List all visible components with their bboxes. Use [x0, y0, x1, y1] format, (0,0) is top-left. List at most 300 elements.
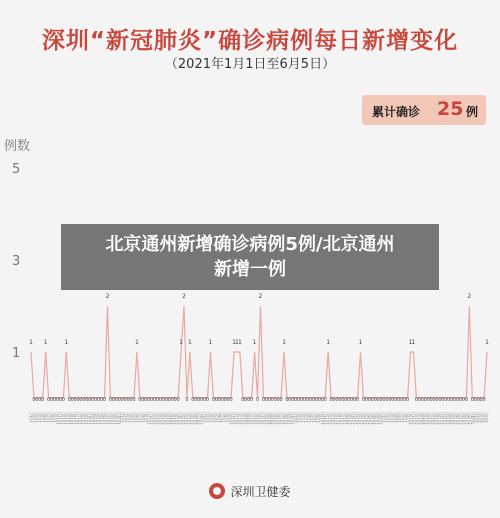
- x-tick-label: 4月24日: [361, 412, 366, 425]
- x-tick-label: 5月12日: [414, 412, 419, 425]
- x-tick-label: 4月15日: [334, 412, 339, 425]
- x-tick-label: 4月16日: [337, 412, 342, 425]
- x-tick-label: 2月3日: [126, 412, 131, 423]
- data-label: 0: [88, 397, 92, 403]
- data-label: 0: [476, 397, 480, 403]
- data-label: 0: [432, 397, 436, 403]
- data-label: 0: [47, 397, 51, 403]
- x-tick-label: 3月20日: [258, 412, 263, 425]
- data-label: 0: [70, 397, 74, 403]
- data-label: 0: [482, 397, 486, 403]
- x-tick-label: 5月11日: [411, 412, 416, 425]
- x-tick-label: 5月5日: [393, 412, 398, 423]
- data-label: 0: [152, 397, 157, 403]
- data-label: 0: [241, 397, 245, 403]
- data-label: 0: [226, 397, 230, 403]
- data-label: 0: [420, 397, 424, 403]
- data-label: 1: [411, 339, 416, 346]
- x-tick-label: 5月8日: [402, 412, 407, 423]
- data-label: 0: [52, 397, 57, 403]
- x-tick-label: 2月5日: [131, 412, 136, 423]
- data-label: 0: [217, 397, 221, 403]
- x-tick-label: 6月2日: [476, 412, 481, 423]
- x-tick-label: 4月11日: [323, 412, 328, 425]
- x-tick-label: 5月31日: [470, 412, 475, 425]
- data-label: 1: [187, 339, 192, 346]
- x-tick-label: 1月17日: [76, 412, 81, 425]
- data-label: 0: [202, 397, 207, 403]
- page-subtitle: （2021年1月1日至6月5日）: [164, 57, 336, 72]
- x-tick-label: 5月28日: [461, 412, 466, 425]
- x-tick-label: 5月9日: [405, 412, 410, 423]
- data-label: 0: [191, 397, 195, 403]
- x-tick-label: 1月3日: [34, 412, 39, 423]
- data-label: 0: [405, 397, 410, 403]
- data-label: 0: [305, 397, 310, 403]
- data-label: 1: [29, 339, 33, 346]
- y-tick-label: 1: [12, 346, 21, 361]
- x-tick-label: 2月16日: [164, 412, 169, 425]
- data-label: 0: [438, 397, 442, 403]
- x-tick-label: 3月16日: [246, 412, 251, 425]
- x-tick-label: 3月14日: [240, 412, 245, 425]
- data-label: 0: [353, 397, 357, 403]
- x-tick-label: 2月25日: [190, 412, 195, 425]
- data-label: 0: [150, 397, 154, 403]
- data-label: 0: [338, 397, 342, 403]
- data-label: 1: [252, 339, 257, 346]
- data-label: 0: [379, 397, 383, 403]
- data-label: 0: [167, 397, 171, 403]
- data-label: 0: [114, 397, 118, 403]
- x-tick-label: 5月17日: [429, 412, 434, 425]
- x-tick-label: 3月1日: [202, 412, 207, 423]
- data-label: 0: [414, 397, 418, 403]
- data-label: 0: [347, 397, 351, 403]
- x-tick-label: 1月2日: [31, 412, 36, 423]
- total-value: 25: [437, 98, 464, 120]
- x-tick-label: 4月19日: [346, 412, 351, 425]
- data-label: 0: [303, 397, 307, 403]
- x-tick-label: 2月15日: [161, 412, 166, 425]
- x-tick-label: 5月10日: [408, 412, 413, 425]
- x-tick-label: 3月3日: [208, 412, 213, 423]
- data-label: 0: [49, 397, 54, 403]
- x-tick-label: 3月19日: [255, 412, 260, 425]
- data-label: 0: [276, 397, 280, 403]
- data-label: 1: [282, 339, 286, 346]
- data-label: 0: [361, 397, 366, 403]
- x-tick-label: 5月24日: [449, 412, 454, 425]
- x-tick-label: 5月23日: [446, 412, 451, 425]
- data-label: 0: [291, 397, 295, 403]
- data-label: 0: [264, 397, 268, 403]
- x-tick-label: 1月5日: [40, 412, 45, 423]
- data-label: 0: [423, 397, 427, 403]
- x-tick-label: 3月13日: [237, 412, 242, 425]
- data-label: 1: [43, 339, 48, 346]
- x-tick-label: 4月23日: [358, 412, 363, 425]
- x-tick-label: 4月18日: [343, 412, 348, 425]
- data-label: 0: [211, 397, 215, 403]
- x-tick-label: 5月6日: [396, 412, 401, 423]
- x-tick-label: 2月18日: [170, 412, 175, 425]
- data-label: 0: [61, 397, 65, 403]
- total-label: 累计确诊: [372, 105, 421, 119]
- x-tick-label: 4月8日: [314, 412, 319, 423]
- data-label: 0: [144, 397, 148, 403]
- data-label: 0: [461, 397, 466, 403]
- x-tick-label: 5月14日: [420, 412, 425, 425]
- x-tick-label: 2月27日: [196, 412, 201, 425]
- data-label: 0: [147, 397, 151, 403]
- x-tick-label: 1月21日: [87, 412, 92, 425]
- x-tick-label: 2月4日: [129, 412, 134, 423]
- data-label: 0: [441, 397, 445, 403]
- x-tick-label: 2月7日: [137, 412, 142, 423]
- data-label: 0: [355, 397, 360, 403]
- x-tick-label: 4月3日: [299, 412, 304, 423]
- x-tick-label: 5月26日: [455, 412, 460, 425]
- series-line: [31, 306, 487, 398]
- x-tick-label: 1月18日: [79, 412, 84, 425]
- data-label: 0: [132, 397, 136, 403]
- data-label: 0: [273, 397, 277, 403]
- data-label: 0: [367, 397, 371, 403]
- data-label: 0: [79, 397, 83, 403]
- data-label: 0: [314, 397, 318, 403]
- x-tick-label: 1月16日: [73, 412, 78, 425]
- data-label: 0: [158, 397, 163, 403]
- data-label: 0: [455, 397, 460, 403]
- x-tick-label: 1月24日: [96, 412, 101, 425]
- data-label: 0: [320, 397, 324, 403]
- data-label: 0: [385, 397, 389, 403]
- data-label: 0: [267, 397, 271, 403]
- x-tick-label: 4月6日: [308, 412, 313, 423]
- x-tick-label: 5月21日: [440, 412, 445, 425]
- data-label: 0: [473, 397, 477, 403]
- x-tick-label: 3月5日: [214, 412, 219, 423]
- data-label: 0: [444, 397, 448, 403]
- data-label: 0: [400, 397, 404, 403]
- data-label: 0: [450, 397, 454, 403]
- x-tick-label: 4月1日: [293, 412, 298, 423]
- data-label: 1: [179, 339, 183, 346]
- data-label: 0: [205, 397, 210, 403]
- data-label: 1: [208, 339, 213, 346]
- data-label: 0: [214, 397, 218, 403]
- x-tick-label: 1月26日: [102, 412, 107, 425]
- x-tick-label: 5月7日: [399, 412, 404, 423]
- data-label: 2: [258, 293, 263, 300]
- x-tick-label: 5月15日: [423, 412, 428, 425]
- data-label: 0: [341, 397, 345, 403]
- data-label: 0: [129, 397, 133, 403]
- data-label: 0: [102, 397, 107, 403]
- data-label: 0: [223, 397, 227, 403]
- x-tick-label: 1月30日: [114, 412, 119, 425]
- x-tick-label: 1月31日: [117, 412, 122, 425]
- data-label: 0: [35, 397, 39, 403]
- x-tick-label: 5月25日: [452, 412, 457, 425]
- data-label: 0: [270, 397, 274, 403]
- x-tick-label: 3月15日: [243, 412, 248, 425]
- x-tick-label: 1月29日: [111, 412, 116, 425]
- data-label: 0: [41, 397, 45, 403]
- x-tick-label: 4月25日: [364, 412, 369, 425]
- x-tick-label: 4月14日: [332, 412, 337, 425]
- x-tick-label: 4月22日: [355, 412, 360, 425]
- data-label: 0: [373, 397, 377, 403]
- x-tick-label: 3月6日: [217, 412, 222, 423]
- news-headline-text: 北京通州新增确诊病例5例/北京通州 新增一例: [105, 234, 395, 280]
- data-label: 1: [235, 339, 239, 346]
- x-tick-label: 1月22日: [90, 412, 95, 425]
- y-tick-label: 3: [12, 254, 21, 269]
- x-tick-label: 2月28日: [199, 412, 204, 425]
- data-label: 0: [388, 397, 392, 403]
- data-label: 0: [155, 397, 160, 403]
- x-tick-label: 1月25日: [99, 412, 104, 425]
- data-label: 0: [261, 397, 266, 403]
- x-tick-label: 1月7日: [46, 412, 51, 423]
- x-tick-label: 3月2日: [205, 412, 210, 423]
- x-tick-label: 2月20日: [176, 412, 181, 425]
- x-tick-label: 3月30日: [287, 412, 292, 425]
- data-label: 0: [229, 397, 233, 403]
- data-label: 0: [453, 397, 457, 403]
- x-tick-label: 4月26日: [367, 412, 372, 425]
- x-tick-label: 3月8日: [223, 412, 228, 423]
- data-label: 1: [326, 339, 331, 346]
- data-label: 0: [447, 397, 451, 403]
- x-tick-label: 3月23日: [267, 412, 272, 425]
- x-tick-label: 2月19日: [173, 412, 178, 425]
- data-label: 0: [397, 397, 401, 403]
- data-label: 0: [350, 397, 354, 403]
- data-label: 0: [479, 397, 483, 403]
- data-label: 2: [182, 293, 186, 300]
- x-tick-label: 1月9日: [52, 412, 57, 423]
- data-label: 0: [311, 397, 316, 403]
- data-label: 1: [485, 339, 489, 346]
- x-tick-label: 4月13日: [329, 412, 334, 425]
- data-label: 1: [408, 339, 413, 346]
- x-tick-label: 4月17日: [340, 412, 345, 425]
- data-label: 0: [32, 397, 36, 403]
- page-title: 深圳“新冠肺炎”确诊病例每日新增变化: [41, 28, 459, 54]
- data-label: 0: [288, 397, 292, 403]
- data-label: 0: [317, 397, 321, 403]
- x-tick-label: 5月2日: [384, 412, 389, 423]
- x-tick-label: 4月20日: [349, 412, 354, 425]
- data-label: 0: [335, 397, 339, 403]
- x-tick-label: 3月29日: [284, 412, 289, 425]
- data-label: 1: [134, 339, 139, 346]
- y-tick-label: 5: [12, 162, 21, 177]
- x-tick-label: 3月22日: [264, 412, 269, 425]
- data-label: 0: [108, 397, 113, 403]
- data-label: 0: [170, 397, 174, 403]
- data-label: 1: [232, 339, 236, 346]
- data-label: 0: [429, 397, 433, 403]
- x-tick-label: 2月12日: [152, 412, 157, 425]
- data-label: 2: [467, 293, 472, 300]
- x-tick-label: 2月24日: [187, 412, 192, 425]
- data-label: 0: [111, 397, 115, 403]
- x-tick-label: 5月18日: [432, 412, 437, 425]
- x-tick-label: 3月21日: [261, 412, 266, 425]
- total-unit: 例: [466, 105, 479, 119]
- source-footer: [0, 480, 500, 502]
- x-tick-label: 5月3日: [387, 412, 392, 423]
- data-label: 0: [300, 397, 304, 403]
- x-tick-label: 3月9日: [226, 412, 231, 423]
- x-tick-label: 2月14日: [158, 412, 163, 425]
- x-tick-label: 3月11日: [231, 412, 236, 425]
- data-label: 0: [141, 397, 145, 403]
- x-tick-label: 1月20日: [84, 412, 89, 425]
- x-tick-label: 1月15日: [70, 412, 75, 425]
- x-tick-label: 4月5日: [305, 412, 310, 423]
- data-label: 0: [161, 397, 165, 403]
- x-tick-label: 3月7日: [220, 412, 225, 423]
- data-label: 0: [138, 397, 142, 403]
- data-label: 0: [247, 397, 251, 403]
- x-tick-label: 5月27日: [458, 412, 463, 425]
- data-label: 0: [73, 397, 77, 403]
- x-tick-label: 2月10日: [146, 412, 151, 425]
- x-tick-label: 1月28日: [108, 412, 113, 425]
- data-label: 0: [464, 397, 469, 403]
- x-tick-label: 4月10日: [320, 412, 325, 425]
- x-tick-label: 5月13日: [417, 412, 422, 425]
- x-tick-label: 3月27日: [279, 412, 284, 425]
- x-tick-label: 3月26日: [276, 412, 281, 425]
- data-label: 0: [279, 397, 283, 403]
- data-label: 0: [329, 397, 333, 403]
- x-tick-label: 2月13日: [155, 412, 160, 425]
- data-label: 0: [97, 397, 101, 403]
- x-tick-label: 5月19日: [434, 412, 439, 425]
- data-label: 0: [197, 397, 201, 403]
- x-tick-label: 3月17日: [249, 412, 254, 425]
- x-tick-label: 2月1日: [120, 412, 125, 423]
- data-label: 0: [250, 397, 254, 403]
- x-tick-label: 4月7日: [311, 412, 316, 423]
- data-label: 0: [364, 397, 368, 403]
- data-label: 0: [244, 397, 248, 403]
- data-label: 1: [358, 339, 363, 346]
- data-label: 0: [91, 397, 95, 403]
- x-tick-label: 4月9日: [317, 412, 322, 423]
- x-tick-label: 1月8日: [49, 412, 54, 423]
- x-tick-label: 1月6日: [43, 412, 48, 423]
- data-label: 0: [370, 397, 374, 403]
- data-label: 0: [67, 397, 71, 403]
- x-tick-label: 4月21日: [352, 412, 357, 425]
- data-label: 0: [376, 397, 380, 403]
- x-tick-label: 3月28日: [282, 412, 287, 425]
- x-tick-label: 6月1日: [473, 412, 478, 423]
- x-tick-label: 5月29日: [464, 412, 469, 425]
- data-label: 0: [435, 397, 439, 403]
- data-label: 0: [85, 397, 89, 403]
- x-tick-label: 4月30日: [379, 412, 384, 425]
- x-tick-label: 3月18日: [252, 412, 257, 425]
- data-label: 0: [391, 397, 395, 403]
- data-label: 0: [417, 397, 421, 403]
- news-headline-overlay: [61, 224, 439, 290]
- x-tick-label: 2月11日: [149, 412, 154, 425]
- x-tick-label: 4月2日: [296, 412, 301, 423]
- data-label: 0: [220, 397, 224, 403]
- data-label: 0: [55, 397, 60, 403]
- x-tick-label: 1月4日: [37, 412, 42, 423]
- x-tick-label: 2月2日: [123, 412, 128, 423]
- x-tick-label: 3月10日: [229, 412, 234, 425]
- data-label: 0: [38, 397, 42, 403]
- data-label: 0: [403, 397, 407, 403]
- x-tick-label: 5月22日: [443, 412, 448, 425]
- data-label: 0: [176, 397, 180, 403]
- x-tick-label: 5月30日: [467, 412, 472, 425]
- x-tick-label: 5月1日: [382, 412, 387, 423]
- data-label: 0: [426, 397, 430, 403]
- data-label: 0: [94, 397, 98, 403]
- data-label: 0: [308, 397, 313, 403]
- x-tick-label: 4月27日: [370, 412, 375, 425]
- x-tick-label: 1月13日: [64, 412, 69, 425]
- data-label: 0: [297, 397, 301, 403]
- data-label: 0: [164, 397, 168, 403]
- x-tick-label: 1月1日: [29, 412, 33, 423]
- x-tick-label: 3月24日: [270, 412, 275, 425]
- y-axis-label: 例数: [4, 139, 31, 154]
- data-label: 0: [173, 397, 177, 403]
- x-tick-label: 2月21日: [179, 412, 184, 425]
- x-tick-label: 1月19日: [81, 412, 86, 425]
- x-tick-label: 6月4日: [482, 412, 487, 423]
- x-tick-label: 1月23日: [93, 412, 98, 425]
- x-tick-label: 2月9日: [143, 412, 148, 423]
- data-label: 0: [294, 397, 298, 403]
- x-tick-label: 1月12日: [61, 412, 66, 425]
- x-tick-label: 5月4日: [390, 412, 395, 423]
- data-label: 0: [332, 397, 336, 403]
- data-label: 0: [323, 397, 327, 403]
- data-label: 1: [237, 339, 242, 346]
- x-tick-label: 4月28日: [373, 412, 378, 425]
- data-label: 1: [64, 339, 69, 346]
- x-tick-label: 6月5日: [485, 412, 489, 423]
- x-tick-label: 5月16日: [426, 412, 431, 425]
- data-label: 0: [117, 397, 121, 403]
- x-tick-label: 3月4日: [211, 412, 216, 423]
- data-label: 0: [285, 397, 289, 403]
- data-label: 0: [255, 397, 260, 403]
- data-label: 0: [126, 397, 130, 403]
- data-label: 0: [100, 397, 104, 403]
- health-commission-logo-icon: [209, 483, 225, 499]
- x-tick-label: 1月14日: [67, 412, 72, 425]
- x-tick-label: 2月26日: [193, 412, 198, 425]
- x-tick-label: 3月25日: [273, 412, 278, 425]
- data-label: 0: [123, 397, 127, 403]
- data-label: 0: [58, 397, 63, 403]
- x-tick-label: 2月22日: [181, 412, 186, 425]
